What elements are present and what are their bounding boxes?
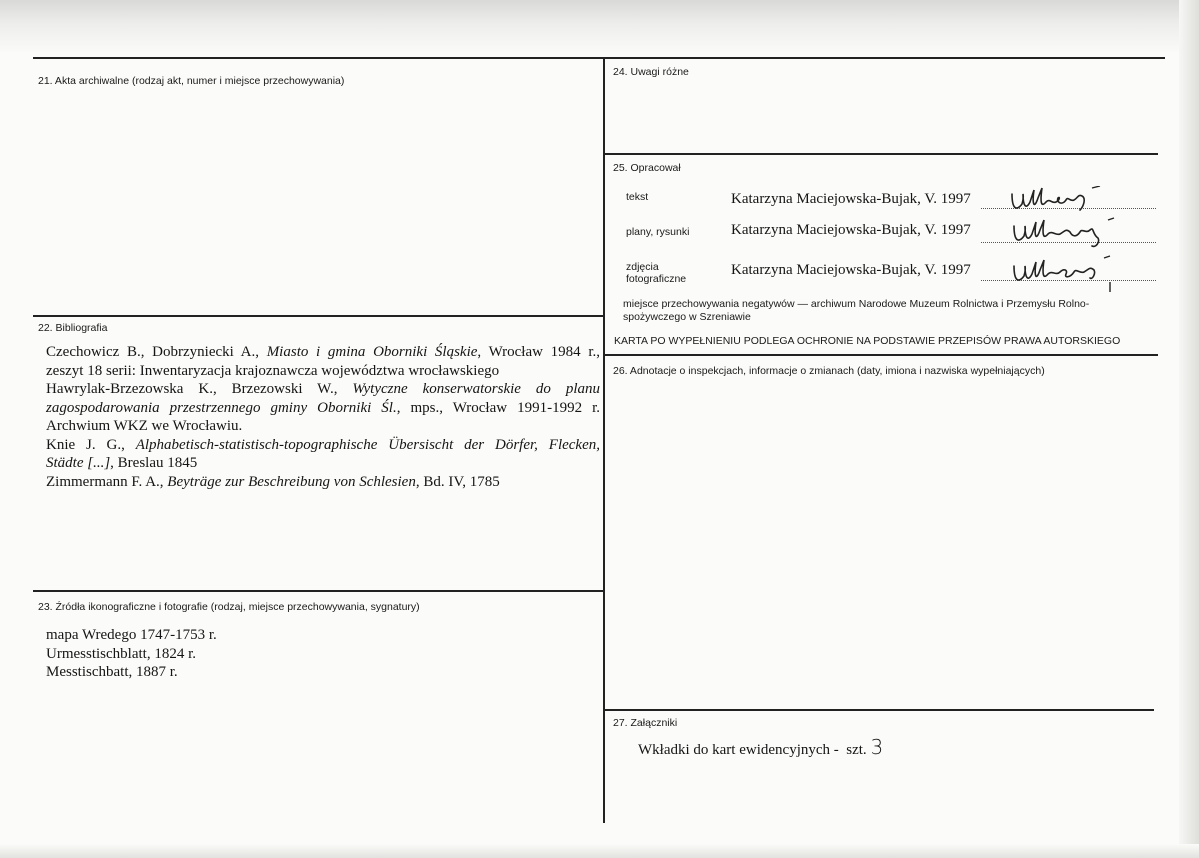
entry-title: Wytyczne konserwatorskie do planu [352, 381, 601, 397]
credit-label-line: fotograficzne [626, 273, 687, 285]
divider-24-25 [604, 153, 1158, 155]
scan-bottom-shadow [0, 844, 1199, 858]
iconography-item: mapa Wredego 1747-1753 r. [46, 627, 217, 643]
negatives-storage-note [623, 298, 1163, 324]
signature-image [1008, 186, 1108, 220]
entry-title: Miasto i gmina Oborniki Śląskie [266, 344, 478, 360]
bibliography-entry [46, 380, 600, 399]
entry-publication: , Wrocław 1984 r., [477, 344, 600, 360]
scan-top-shadow [0, 0, 1199, 52]
bibliography-entry-line [46, 399, 600, 418]
entry-authors: Czechowicz B., Dobrzyniecki A., [46, 344, 267, 360]
entry-publication: , Breslau 1845 [110, 455, 198, 471]
divider-21-22 [33, 315, 604, 317]
section-23-label: 23. Źródła ikonograficzne i fotografie (rodzaj, miejsce przechowywania, sygnatury) [38, 601, 420, 613]
section-25-label: 25. Opracował [613, 162, 681, 174]
divider-25-26 [604, 354, 1158, 356]
divider-26-27 [604, 709, 1154, 711]
entry-title: Beyträge zur Beschreibung von Schlesien [167, 473, 416, 490]
section-22-label: 22. Bibliografia [38, 322, 108, 334]
credit-label-line: zdjęcia [626, 261, 659, 273]
credit-value: Katarzyna Maciejowska-Bujak, V. 1997 [731, 262, 971, 278]
negatives-line: miejsce przechowywania negatywów — archiwum Narodowe Muzeum Rolnictwa i Przemysłu Rolno- [623, 298, 1090, 310]
iconography-list [46, 626, 217, 682]
entry-continuation: zeszyt 18 serii: Inwentaryzacja krajoznawcza województwa wrocławskiego [46, 362, 500, 379]
credit-label [626, 261, 686, 285]
credit-value: Katarzyna Maciejowska-Bujak, V. 1997 [731, 191, 971, 207]
signature-image [1010, 252, 1120, 292]
entry-title-continued: Städte [...] [46, 455, 111, 471]
top-border-line [33, 57, 1165, 59]
bibliography-entry [46, 473, 600, 492]
section-24-label: 24. Uwagi różne [613, 66, 689, 78]
credit-label: plany, rysunki [626, 226, 690, 238]
entry-authors: Knie J. G., [46, 436, 136, 453]
attachments-text: Wkładki do kart ewidencyjnych - szt. [638, 742, 871, 758]
entry-continuation: Archwium WKZ we Wrocławiu. [46, 418, 243, 434]
divider-22-23 [33, 590, 604, 592]
entry-authors: Hawrylak-Brzezowska K., Brzezowski W., [46, 381, 353, 397]
bibliography-entry-line [46, 454, 600, 473]
entry-title: Alphabetisch-statistisch-topographische Übersischt der Dörfer, Flecken, [135, 436, 600, 453]
bibliography-list [46, 343, 600, 491]
credit-label: tekst [626, 191, 649, 203]
section-21-label: 21. Akta archiwalne (rodzaj akt, numer i miejsce przechowywania) [38, 75, 345, 87]
section-27-label: 27. Załączniki [613, 717, 678, 729]
attachments-value [638, 735, 883, 759]
iconography-item: Messtischbatt, 1887 r. [46, 664, 178, 680]
credit-value: Katarzyna Maciejowska-Bujak, V. 1997 [731, 222, 971, 238]
entry-publication: , Bd. IV, 1785 [415, 473, 500, 490]
entry-authors: Zimmermann F. A., [46, 473, 168, 490]
entry-publication: , mps., Wrocław 1991-1992 r. [396, 399, 600, 416]
iconography-item: Urmesstischblatt, 1824 r. [46, 645, 196, 662]
handwritten-count: 3 [870, 735, 884, 759]
scan-right-shadow [1179, 0, 1199, 858]
signature-image [1010, 216, 1120, 252]
copyright-notice: KARTA PO WYPEŁNIENIU PODLEGA OCHRONIE NA PODSTAWIE PRZEPISÓW PRAWA AUTORSKIEGO [614, 335, 1121, 347]
entry-title-continued: zagospodarowania przestrzennego gminy Oborniki Śl. [46, 399, 397, 416]
bibliography-entry [46, 343, 600, 362]
section-26-label: 26. Adnotacje o inspekcjach, informacje o zmianach (daty, imiona i nazwiska wypełniających) [613, 365, 1045, 377]
bibliography-entry [46, 436, 600, 455]
negatives-line: spożywczego w Szreniawie [623, 311, 751, 323]
